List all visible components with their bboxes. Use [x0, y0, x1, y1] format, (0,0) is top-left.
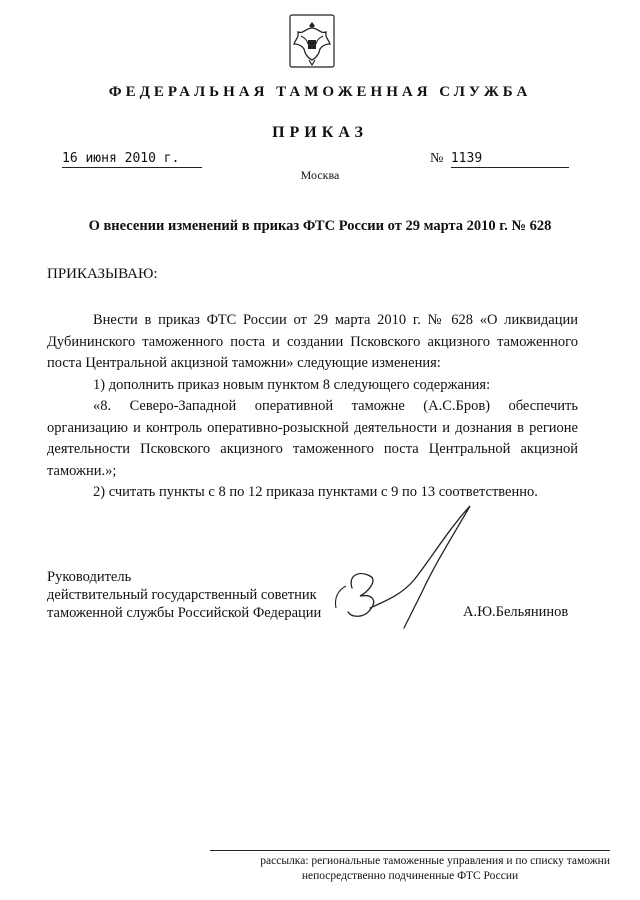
order-number-field — [430, 150, 569, 167]
paragraph-2: 1) дополнить приказ новым пунктом 8 следующего содержания: — [93, 376, 491, 393]
document-type: ПРИКАЗ — [272, 124, 368, 141]
signatory-title-line-1: Руководитель — [47, 569, 132, 585]
coat-of-arms-eagle-icon — [289, 14, 335, 68]
paragraph-4: 2) считать пункты с 8 по 12 приказа пунктами с 9 по 13 соответственно. — [93, 484, 538, 500]
order-body — [47, 310, 578, 504]
city: Москва — [300, 168, 340, 182]
signatory-title-line-3: таможенной службы Российской Федерации — [47, 605, 322, 621]
number-sign: № — [430, 151, 444, 166]
footer-divider — [210, 850, 610, 851]
signatory-title-line-2: действительный государственный советник — [47, 587, 317, 603]
signer-name: А.Ю.Бельянинов — [463, 604, 569, 620]
order-number: 1139 — [451, 150, 569, 168]
signatory-title — [47, 568, 321, 622]
order-subject: О внесении изменений в приказ ФТС России от 29 марта 2010 г. № 628 — [88, 218, 552, 234]
order-word: ПРИКАЗЫВАЮ: — [47, 266, 158, 282]
distribution-line-1: рассылка: региональные таможенные управления и по списку таможни — [260, 855, 610, 867]
agency-name: ФЕДЕРАЛЬНАЯ ТАМОЖЕННАЯ СЛУЖБА — [108, 84, 532, 100]
order-date: 16 июня 2010 г. — [62, 150, 202, 168]
distribution-line-2: непосредственно подчиненные ФТС России — [301, 870, 519, 882]
paragraph-3: «8. Северо-Западной оперативной таможне (А.С.Бров) обеспечить организацию и контроль оперативно-розыскной деятельности и дознания в регионе деятельности Псковского акцизного таможенного поста Центральной акцизной таможни.»; — [47, 398, 578, 479]
paragraph-1: Внести в приказ ФТС России от 29 марта 2010 г. № 628 «О ликвидации Дубининского таможенного поста и создании Псковского акцизного таможенного поста Центральной акцизной таможни» следующие изменения: — [47, 312, 578, 371]
distribution-note — [210, 854, 610, 884]
